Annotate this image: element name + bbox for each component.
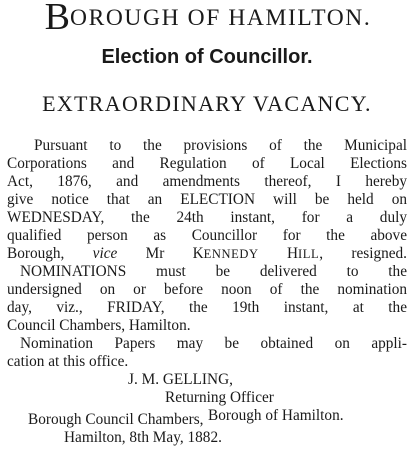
body-line: Council Chambers, Hamilton. (7, 317, 191, 334)
small-caps-name (193, 245, 320, 262)
body-line: cation at this office. (7, 353, 129, 370)
name-initial: K (192, 245, 204, 262)
body-line (7, 245, 407, 263)
body-line: Pursuant to the provisions of the Municipal (34, 137, 407, 154)
body-line: Corporations and Regulation of Local Elections (7, 155, 407, 172)
signatory-name: J. M. GELLING, (128, 371, 233, 388)
signatory-borough: Borough of Hamilton. (208, 407, 344, 424)
footer-place: Borough Council Chambers, (28, 411, 204, 428)
name-rest: ENNEDY (203, 247, 259, 261)
body-line: NOMINATIONS must be delivered to the (20, 263, 407, 280)
body-line: Act, 1876, and amendments thereof, I hereby (7, 173, 407, 190)
signatory-role: Returning Officer (165, 389, 274, 406)
notice-subtitle: Election of Councillor. (101, 46, 313, 68)
body-italic: vice (92, 245, 118, 262)
body-line: day, viz., FRIDAY, the 19th instant, at the (7, 299, 407, 316)
title-initial: B (44, 0, 71, 38)
body-line: Nomination Papers may be obtained on appli- (20, 335, 407, 352)
notice-heading: EXTRAORDINARY VACANCY. (42, 91, 372, 116)
footer-date: Hamilton, 8th May, 1882. (64, 429, 222, 446)
name-rest: ILL (298, 247, 320, 261)
body-text: Borough, (7, 245, 65, 262)
body-text: , resigned. (319, 245, 407, 262)
body-line: give notice that an ELECTION will be held on (7, 191, 407, 208)
body-line: WEDNESDAY, the 24th instant, for a duly (7, 209, 407, 226)
name-initial: H (286, 245, 298, 262)
body-text: Mr (145, 245, 165, 262)
notice-title (6, 0, 410, 38)
body-line: qualified person as Councillor for the above (7, 227, 407, 244)
title-rest: OROUGH OF HAMILTON. (70, 5, 372, 31)
body-line: undersigned on or before noon of the nomination (7, 281, 407, 298)
